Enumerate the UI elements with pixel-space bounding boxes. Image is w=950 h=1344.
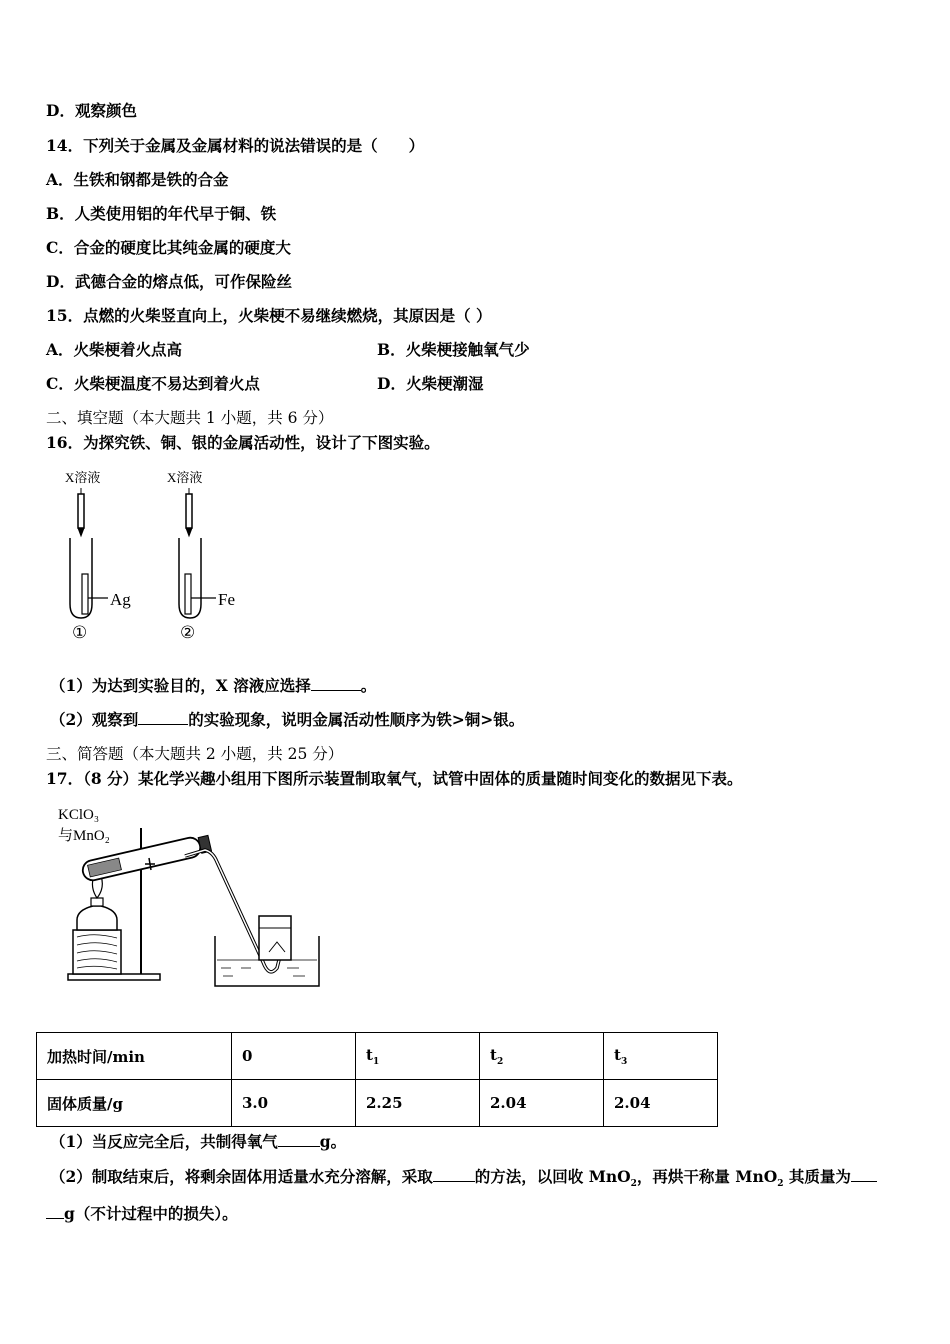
q17-sub2-line1: （2）制取结束后，将剩余固体用适量水充分溶解，采取 的方法，以回收 MnO$_2$，再烘干称量 MnO$_2$ 其质量为 <box>50 1167 877 1194</box>
q17-sub2-blank-mass-part1[interactable] <box>851 1167 877 1182</box>
q15-option-a: A．火柴梗着火点高 <box>46 340 183 359</box>
q17-sub1: （1）当反应完全后，共制得氧气 g。 <box>50 1132 347 1151</box>
tube2-metal-strip <box>185 574 191 614</box>
tube2-reagent-label: X溶液 <box>167 470 203 485</box>
gas-collecting-bottle-icon <box>259 916 291 960</box>
table-row <box>37 1080 718 1127</box>
q14-option-b: B．人类使用铝的年代早于铜、铁 <box>46 204 277 223</box>
time-cell: $t_1$ <box>356 1033 480 1080</box>
mass-cell: 2.25 <box>356 1080 480 1127</box>
tube1-icon <box>70 538 92 618</box>
q17-sub1-blank[interactable] <box>278 1132 320 1147</box>
tube1-number: ① <box>72 623 88 643</box>
q16-stem: 16．为探究铁、铜、银的金属活动性，设计了下图实验。 <box>46 433 440 452</box>
mass-cell: 2.04 <box>480 1080 604 1127</box>
q13-option-d: D．观察颜色 <box>46 101 137 120</box>
time-header-cell: 加热时间/min <box>37 1033 232 1080</box>
tube2-icon <box>179 538 201 618</box>
q17-apparatus-figure <box>55 802 330 997</box>
mass-cell: 2.04 <box>604 1080 718 1127</box>
q15-option-c: C．火柴梗温度不易达到着火点 <box>46 374 260 393</box>
q17-data-table <box>36 1032 718 1127</box>
q16-sub2: （2）观察到 的实验现象，说明金属活动性顺序为铁>铜>银。 <box>50 710 525 729</box>
q16-sub1: （1）为达到实验目的，X 溶液应选择 。 <box>50 676 377 695</box>
q14-option-d: D．武德合金的熔点低，可作保险丝 <box>46 272 292 291</box>
time-cell: $t_2$ <box>480 1033 604 1080</box>
tube2-number: ② <box>180 623 196 643</box>
tube1-reagent-label: X溶液 <box>65 470 101 485</box>
q16-sub2-blank[interactable] <box>138 710 188 725</box>
q16-test-tube-figure <box>50 462 270 647</box>
mass-cell: 3.0 <box>232 1080 356 1127</box>
q17-sub2-blank-method[interactable] <box>433 1167 475 1182</box>
tube1-metal-label: Ag <box>110 590 131 609</box>
q17-stem: 17．（8 分）某化学兴趣小组用下图所示装置制取氧气，试管中固体的质量随时间变化的数据见下表。 <box>46 769 743 788</box>
q14-option-c: C．合金的硬度比其纯金属的硬度大 <box>46 238 291 257</box>
time-cell: $t_3$ <box>604 1033 718 1080</box>
q15-stem: 15．点燃的火柴竖直向上，火柴梗不易继续燃烧，其原因是（ ） <box>46 306 492 325</box>
q14-option-a: A．生铁和钢都是铁的合金 <box>46 170 229 189</box>
tube1-metal-strip <box>82 574 88 614</box>
section-3-title: 三、简答题（本大题共 2 小题，共 25 分） <box>46 745 344 763</box>
table-row <box>37 1033 718 1080</box>
q15-option-b: B．火柴梗接触氧气少 <box>377 340 530 359</box>
tube2-dropper-icon <box>186 494 192 528</box>
reagent-label-line1: KClO₃ <box>58 807 100 823</box>
q16-sub1-blank[interactable] <box>311 676 361 691</box>
tube2-metal-label: Fe <box>218 590 235 609</box>
tube1-dropper-icon <box>78 494 84 528</box>
mass-header-cell: 固体质量/g <box>37 1080 232 1127</box>
q14-stem: 14．下列关于金属及金属材料的说法错误的是（ ） <box>46 136 425 155</box>
q17-sub2-blank-mass-part2[interactable] <box>46 1204 64 1219</box>
stand-base <box>68 974 160 980</box>
section-2-title: 二、填空题（本大题共 1 小题，共 6 分） <box>46 409 334 427</box>
reagent-label-line2: 与MnO₂ <box>58 828 110 844</box>
q15-option-d: D．火柴梗潮湿 <box>377 374 484 393</box>
alcohol-lamp-icon <box>77 906 117 930</box>
time-cell: 0 <box>232 1033 356 1080</box>
q17-sub2-line2: g（不计过程中的损失）。 <box>46 1204 238 1224</box>
